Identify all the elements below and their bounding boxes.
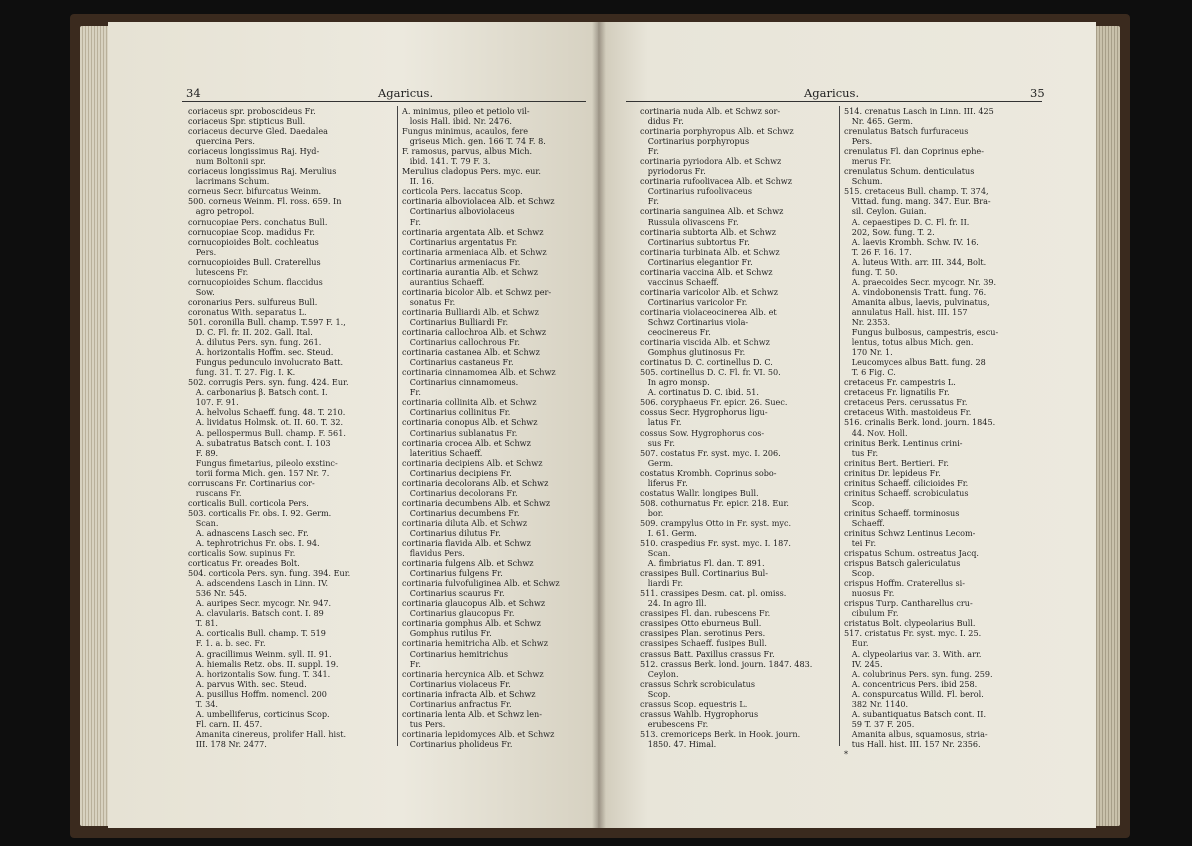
text-line: Nr. 2353. xyxy=(844,316,891,327)
header-rule-right xyxy=(626,101,1042,102)
text-line: cortinaria decipiens Alb. et Schwz xyxy=(402,457,543,468)
text-line: Schum. xyxy=(844,176,883,187)
page-number-right: 35 xyxy=(1030,86,1045,100)
text-line: cortinaria rufoolivacea Alb. et Schwz xyxy=(640,176,792,187)
text-line: Cortinarius sublanatus Fr. xyxy=(402,427,518,438)
text-line: A. horizontalis Sow. fung. T. 341. xyxy=(188,668,331,679)
text-line: Nr. 465. Germ. xyxy=(844,116,913,127)
text-line: cortinaria lenta Alb. et Schwz len- xyxy=(402,708,543,719)
text-line: A. vindobonensis Tratt. fung. 76. xyxy=(844,286,987,297)
running-head-right: Agaricus. xyxy=(804,86,860,100)
text-line: costatus Krombh. Coprinus sobo- xyxy=(640,467,777,478)
text-line: costatus Wallr. longipes Bull. xyxy=(640,487,759,498)
text-line: crenulatus Schum. denticulatus xyxy=(844,166,975,177)
text-line: 515. cretaceus Bull. champ. T. 374, xyxy=(844,186,989,197)
text-line: A. minimus, pileo et petiolo vil- xyxy=(402,106,530,116)
text-line: cortinaria alboviolacea Alb. et Schwz xyxy=(402,196,555,207)
text-line: A. adnascens Lasch sec. Fr. xyxy=(188,527,309,538)
text-line: cortinaria diluta Alb. et Schwz xyxy=(402,517,528,528)
text-line: * xyxy=(844,749,849,759)
text-line: corneus Secr. bifurcatus Weinm. xyxy=(188,186,322,197)
text-line: Cortinarius hemitrichus xyxy=(402,648,509,659)
text-line: A. pellospermus Bull. champ. F. 561. xyxy=(188,427,346,438)
left-page xyxy=(108,22,598,828)
text-line: crinitus Schwz Lentinus Lecom- xyxy=(844,527,976,538)
text-line: I. 61. Germ. xyxy=(640,527,697,538)
text-line: lutescens Fr. xyxy=(188,266,249,277)
text-line: sus Fr. xyxy=(640,437,675,448)
text-line: num Boltonii spr. xyxy=(188,156,266,167)
text-line: Scan. xyxy=(188,517,219,528)
text-line: Fungus pedunculo involucrato Batt. xyxy=(188,357,344,368)
text-line: sonatus Fr. xyxy=(402,296,456,307)
text-line: ruscans Fr. xyxy=(188,487,242,498)
text-line: 44. Nov. Holl. xyxy=(844,427,908,438)
text-line: cortinaria infracta Alb. et Schwz xyxy=(402,688,536,699)
text-line: 511. crassipes Desm. cat. pl. omiss. xyxy=(640,588,787,599)
text-line: losis Hall. ibid. Nr. 2476. xyxy=(402,116,512,127)
text-line: aurantius Schaeff. xyxy=(402,276,485,287)
text-line: 510. craspedius Fr. syst. myc. I. 187. xyxy=(640,538,791,549)
text-line: cortinaria glaucopus Alb. et Schwz xyxy=(402,598,546,609)
header-rule-left xyxy=(182,101,586,102)
text-line: A. carbonarius β. Batsch cont. I. xyxy=(188,387,328,398)
text-line: A. gracillimus Weinm. syll. II. 91. xyxy=(188,648,332,659)
text-line: cortinaria callochroa Alb. et Schwz xyxy=(402,327,547,338)
page-edges-right xyxy=(1094,26,1120,826)
text-line: A. conspurcatus Willd. Fl. berol. xyxy=(844,688,984,699)
text-line: corticola Pers. laccatus Scop. xyxy=(402,186,523,197)
text-line: cretaceus Fr. campestris L. xyxy=(844,377,956,388)
text-line: 107. F. 91. xyxy=(188,397,239,408)
text-line: crinitus Berk. Lentinus crini- xyxy=(844,437,963,448)
text-line: Fr. xyxy=(640,196,659,207)
text-line: cortinaria sanguinea Alb. et Schwz xyxy=(640,206,784,217)
text-line: F. 89. xyxy=(188,447,219,458)
text-line: A. laevis Krombh. Schw. IV. 16. xyxy=(844,236,979,247)
text-line: 501. coronilla Bull. champ. T.597 F. 1., xyxy=(188,316,346,327)
text-line: cornucopioides Bolt. cochleatus xyxy=(188,236,319,247)
page-edges-left xyxy=(80,26,110,826)
text-line: coronatus With. separatus L. xyxy=(188,306,307,317)
text-line: IV. 245. xyxy=(844,658,883,669)
text-line: Cortinarius elegantior Fr. xyxy=(640,256,753,267)
text-line: T. 34. xyxy=(188,698,218,709)
text-line: crinitus Schaeff. cilicioides Fr. xyxy=(844,477,969,488)
text-line: coriaceus longissimus Raj. Hyd- xyxy=(188,146,320,157)
text-line: crassipes Otto eburneus Bull. xyxy=(640,618,762,629)
text-line: Germ. xyxy=(640,457,674,468)
text-line: crenulatus Batsch furfuraceus xyxy=(844,126,969,137)
text-line: Scop. xyxy=(640,688,671,699)
text-line: 516. crinalis Berk. lond. journ. 1845. xyxy=(844,417,996,428)
text-line: lacrimans Schum. xyxy=(188,176,270,187)
text-line: Cortinarius fulgens Fr. xyxy=(402,568,503,579)
text-line: crassipes Fl. dan. rubescens Fr. xyxy=(640,608,771,619)
text-line: 59 T. 37 F. 205. xyxy=(844,718,915,729)
text-line: cornucopiae Pers. conchatus Bull. xyxy=(188,216,328,227)
text-line: fung. 31. T. 27. Fig. I. K. xyxy=(188,367,296,378)
text-line: cortinatus D. C. cortinellus D. C. xyxy=(640,357,773,368)
text-line: 506. coryphaeus Fr. epicr. 26. Suec. xyxy=(640,397,788,408)
text-line: pyriodorus Fr. xyxy=(640,166,706,177)
text-line: 517. cristatus Fr. syst. myc. I. 25. xyxy=(844,628,982,639)
text-line: Cortinarius alboviolaceus xyxy=(402,206,515,217)
text-line: cortinaria pyriodora Alb. et Schwz xyxy=(640,156,782,167)
text-line: Cortinarius decipiens Fr. xyxy=(402,467,512,478)
right-column-1 xyxy=(640,106,836,749)
text-line: cortinaria gomphus Alb. et Schwz xyxy=(402,618,541,629)
text-line: cortinaria flavida Alb. et Schwz xyxy=(402,538,531,549)
text-line: Amanita albus, laevis, pulvinatus, xyxy=(844,296,990,307)
text-line: ibid. 141. T. 79 F. 3. xyxy=(402,156,491,167)
text-line: ceocinereus Fr. xyxy=(640,327,711,338)
text-line: torii forma Mich. gen. 157 Nr. 7. xyxy=(188,467,330,478)
text-line: A. subatratus Batsch cont. I. 103 xyxy=(188,437,331,448)
text-line: Fr. xyxy=(402,658,421,669)
text-line: Fr. xyxy=(402,387,421,398)
text-line: 382 Nr. 1140. xyxy=(844,698,909,709)
text-line: Cortinarius collinitus Fr. xyxy=(402,407,511,418)
text-line: crassus Schrk scrobiculatus xyxy=(640,678,756,689)
text-line: Gomphus rutilus Fr. xyxy=(402,628,492,639)
text-line: cortinaria fulgens Alb. et Schwz xyxy=(402,558,534,569)
text-line: corticatus Fr. oreades Bolt. xyxy=(188,558,300,569)
text-line: 514. crenatus Lasch in Linn. III. 425 xyxy=(844,106,994,116)
text-line: Cortinarius violaceus Fr. xyxy=(402,678,511,689)
text-line: Vittad. fung. mang. 347. Eur. Bra- xyxy=(844,196,991,207)
text-line: crispus Batsch galericulatus xyxy=(844,558,961,569)
text-line: 507. costatus Fr. syst. myc. I. 206. xyxy=(640,447,781,458)
text-line: Cortinarius scaurus Fr. xyxy=(402,588,505,599)
text-line: cristatus Bolt. clypeolarius Bull. xyxy=(844,618,976,629)
text-line: Scop. xyxy=(844,497,875,508)
text-line: crinitus Schaeff. torminosus xyxy=(844,507,960,518)
text-line: cortinaria fulvofuliginea Alb. et Schwz xyxy=(402,578,560,589)
text-line: cortinaria bicolor Alb. et Schwz per- xyxy=(402,286,552,297)
text-line: Fr. xyxy=(640,146,659,157)
text-line: lateritius Schaeff. xyxy=(402,447,483,458)
text-line: latus Fr. xyxy=(640,417,682,428)
text-line: Merulius cladopus Pers. myc. eur. xyxy=(402,166,541,177)
text-line: 24. In agro Ill. xyxy=(640,598,707,609)
text-line: cortinaria hercynica Alb. et Schwz xyxy=(402,668,544,679)
text-line: crassipes Schaeff. fusipes Bull. xyxy=(640,638,767,649)
text-line: Amanita cinereus, prolifer Hall. hist. xyxy=(188,728,347,739)
text-line: Cortinarius callochrous Fr. xyxy=(402,337,520,348)
text-line: vaccinus Schaeff. xyxy=(640,276,719,287)
book-gutter xyxy=(592,22,606,828)
text-line: cortinaria decolorans Alb. et Schwz xyxy=(402,477,549,488)
text-line: In agro monsp. xyxy=(640,377,710,388)
text-line: T. 81. xyxy=(188,618,218,629)
text-line: Cortinarius glaucopus Fr. xyxy=(402,608,515,619)
text-line: 508. cothurnatus Fr. epicr. 218. Eur. xyxy=(640,497,790,508)
text-line: corticalis Sow. supinus Fr. xyxy=(188,548,296,559)
text-line: liferus Fr. xyxy=(640,477,688,488)
text-line: 502. corrugis Pers. syn. fung. 424. Eur. xyxy=(188,377,349,388)
text-line: A. luteus With. arr. III. 344, Bolt. xyxy=(844,256,987,267)
text-line: A. lividatus Holmsk. ot. II. 60. T. 32. xyxy=(188,417,344,428)
text-line: annulatus Hall. hist. III. 157 xyxy=(844,306,968,317)
text-line: A. fimbriatus Fl. dan. T. 891. xyxy=(640,558,765,569)
text-line: coriaceus decurve Gled. Daedalea xyxy=(188,126,328,137)
text-line: cortinaria subtorta Alb. et Schwz xyxy=(640,226,777,237)
text-line: A. subantiquatus Batsch cont. II. xyxy=(844,708,987,719)
column-divider-right xyxy=(839,106,840,746)
text-line: A. dilutus Pers. syn. fung. 261. xyxy=(188,337,322,348)
text-line: A. clypeolarius var. 3. With. arr. xyxy=(844,648,982,659)
text-line: cortinaria aurantia Alb. et Schwz xyxy=(402,266,539,277)
text-line: Cortinarius armeniacus Fr. xyxy=(402,256,521,267)
text-line: erubescens Fr. xyxy=(640,718,709,729)
text-line: 536 Nr. 545. xyxy=(188,588,247,599)
page-number-left: 34 xyxy=(186,86,201,100)
text-line: A. auripes Secr. mycogr. Nr. 947. xyxy=(188,598,332,609)
text-line: cortinaria castanea Alb. et Schwz xyxy=(402,347,540,358)
text-line: Cortinarius castaneus Fr. xyxy=(402,357,514,368)
text-line: cortinaria argentata Alb. et Schwz xyxy=(402,226,544,237)
text-line: Schaeff. xyxy=(844,517,885,528)
text-line: D. C. Fl. fr. II. 202. Gall. Ital. xyxy=(188,327,313,338)
text-line: lentus, totus albus Mich. gen. xyxy=(844,337,974,348)
text-line: cibulum Fr. xyxy=(844,608,899,619)
text-line: Pers. xyxy=(188,246,217,257)
text-line: F. 1. a. b. sec. Fr. xyxy=(188,638,266,649)
text-line: Schwz Cortinarius viola- xyxy=(640,316,749,327)
text-line: nuosus Fr. xyxy=(844,588,895,599)
text-line: cortinaria turbinata Alb. et Schwz xyxy=(640,246,780,257)
text-line: A. hiemalis Retz. obs. II. suppl. 19. xyxy=(188,658,339,669)
text-line: 505. cortinellus D. C. Fl. fr. VI. 50. xyxy=(640,367,781,378)
text-line: didus Fr. xyxy=(640,116,684,127)
text-line: cortinaria Bulliardi Alb. et Schwz xyxy=(402,306,539,317)
text-line: cortinaria collinita Alb. et Schwz xyxy=(402,397,537,408)
text-line: cortinaria porphyropus Alb. et Schwz xyxy=(640,126,794,137)
text-line: coriaceus spr. proboscideus Fr. xyxy=(188,106,316,116)
text-line: crispatus Schum. ostreatus Jacq. xyxy=(844,548,979,559)
text-line: A. cepaestipes D. C. Fl. fr. II. xyxy=(844,216,970,227)
text-line: Cortinarius porphyropus xyxy=(640,136,750,147)
text-line: fung. T. 50. xyxy=(844,266,898,277)
text-line: T. 6 Fig. C. xyxy=(844,367,896,378)
text-line: cortinaria nuda Alb. et Schwz sor- xyxy=(640,106,781,116)
text-line: Gomphus glutinosus Fr. xyxy=(640,347,746,358)
text-line: merus Fr. xyxy=(844,156,892,167)
text-line: cretaceus Fr. lignatilis Fr. xyxy=(844,387,950,398)
text-line: 500. corneus Weinm. Fl. ross. 659. In xyxy=(188,196,342,207)
text-line: T. 26 F. 16. 17. xyxy=(844,246,912,257)
text-line: coriaceus longissimus Raj. Merulius xyxy=(188,166,337,177)
text-line: liardi Fr. xyxy=(640,578,684,589)
text-line: 513. cremoriceps Berk. in Hook. journ. xyxy=(640,728,801,739)
text-line: Scan. xyxy=(640,548,671,559)
text-line: crassipes Bull. Cortinarius Bul- xyxy=(640,568,768,579)
text-line: 512. crassus Berk. lond. journ. 1847. 483. xyxy=(640,658,813,669)
text-line: cossus Secr. Hygrophorus ligu- xyxy=(640,407,768,418)
text-line: flavidus Pers. xyxy=(402,548,465,559)
text-line: A. clavularis. Batsch cont. I. 89 xyxy=(188,608,324,619)
text-line: Scop. xyxy=(844,568,875,579)
text-line: Leucomyces albus Batt. fung. 28 xyxy=(844,357,986,368)
text-line: III. 178 Nr. 2477. xyxy=(188,738,267,749)
text-line: crispus Turp. Cantharellus cru- xyxy=(844,598,973,609)
text-line: 202, Sow. fung. T. 2. xyxy=(844,226,935,237)
text-line: crassus Scop. equestris L. xyxy=(640,698,748,709)
text-line: crenulatus Fl. dan Coprinus ephe- xyxy=(844,146,984,157)
text-line: 170 Nr. 1. xyxy=(844,347,893,358)
text-line: cornucopioides Schum. flaccidus xyxy=(188,276,323,287)
text-line: cortinaria hemitricha Alb. et Schwz xyxy=(402,638,548,649)
text-line: Cortinarius anfractus Fr. xyxy=(402,698,512,709)
text-line: Amanita albus, squamosus, stria- xyxy=(844,728,988,739)
text-line: Cortinarius decolorans Fr. xyxy=(402,487,518,498)
text-line: tei Fr. xyxy=(844,538,877,549)
text-line: 509. crampylus Otto in Fr. syst. myc. xyxy=(640,517,792,528)
left-column-1 xyxy=(188,106,384,749)
text-line: cortinaria cinnamomea Alb. et Schwz xyxy=(402,367,556,378)
text-line: sil. Ceylon. Guian. xyxy=(844,206,927,217)
text-line: cortinaria vaccina Alb. et Schwz xyxy=(640,266,773,277)
right-page xyxy=(598,22,1096,828)
text-line: cortinaria decumbens Alb. et Schwz xyxy=(402,497,551,508)
text-line: crassus Batt. Paxillus crassus Fr. xyxy=(640,648,775,659)
text-line: Fungus fimetarius, pileolo exstinc- xyxy=(188,457,338,468)
text-line: Fungus minimus, acaulos, fere xyxy=(402,126,529,137)
text-line: quercina Pers. xyxy=(188,136,255,147)
text-line: cortinaria violaceocinerea Alb. et xyxy=(640,306,777,317)
text-line: Cortinarius Bulliardi Fr. xyxy=(402,316,509,327)
text-line: crinitus Dr. lepideus Fr. xyxy=(844,467,941,478)
text-line: coronarius Pers. sulfureus Bull. xyxy=(188,296,318,307)
text-line: corruscans Fr. Cortinarius cor- xyxy=(188,477,315,488)
text-line: cossus Sow. Hygrophorus cos- xyxy=(640,427,765,438)
text-line: 504. corticola Pers. syn. fung. 394. Eur. xyxy=(188,568,351,579)
text-line: tus Fr. xyxy=(844,447,879,458)
text-line: coriaceus Spr. stipticus Bull. xyxy=(188,116,306,127)
text-line: agro petropol. xyxy=(188,206,255,217)
text-line: tus Pers. xyxy=(402,718,446,729)
text-line: cortinaria viscida Alb. et Schwz xyxy=(640,337,770,348)
text-line: corticalis Bull. corticola Pers. xyxy=(188,497,309,508)
text-line: crinitus Schaeff. scrobiculatus xyxy=(844,487,969,498)
text-line: A. colubrinus Pers. syn. fung. 259. xyxy=(844,668,993,679)
running-head-left: Agaricus. xyxy=(378,86,434,100)
text-line: Sow. xyxy=(188,286,215,297)
text-line: Cortinarius rufoolivaceus xyxy=(640,186,753,197)
text-line: cornucopiae Scop. madidus Fr. xyxy=(188,226,315,237)
text-line: cretaceus With. mastoideus Fr. xyxy=(844,407,972,418)
text-line: Cortinarius pholideus Fr. xyxy=(402,738,513,749)
text-line: crispus Hoffm. Craterellus si- xyxy=(844,578,965,589)
text-line: A. helvolus Schaeff. fung. 48. T. 210. xyxy=(188,407,346,418)
text-line: A. praecoides Secr. mycogr. Nr. 39. xyxy=(844,276,997,287)
text-line: Fungus bulbosus, campestris, escu- xyxy=(844,327,999,338)
text-line: cortinaria armeniaca Alb. et Schwz xyxy=(402,246,547,257)
text-line: A. corticalis Bull. champ. T. 519 xyxy=(188,628,326,639)
text-line: cortinaria crocea Alb. et Schwz xyxy=(402,437,531,448)
text-line: cortinaria conopus Alb. et Schwz xyxy=(402,417,538,428)
text-line: crassus Wahlb. Hygrophorus xyxy=(640,708,759,719)
text-line: Fr. xyxy=(402,216,421,227)
text-line: griseus Mich. gen. 166 T. 74 F. 8. xyxy=(402,136,546,147)
text-line: 1850. 47. Himal. xyxy=(640,738,717,749)
text-line: Cortinarius cinnamomeus. xyxy=(402,377,519,388)
text-line: A. concentricus Pers. ibid 258. xyxy=(844,678,978,689)
text-line: A. pusillus Hoffm. nomencl. 200 xyxy=(188,688,327,699)
text-line: A. adscendens Lasch in Linn. IV. xyxy=(188,578,329,589)
text-line: A. umbelliferus, corticinus Scop. xyxy=(188,708,330,719)
text-line: A. cortinatus D. C. ibid. 51. xyxy=(640,387,760,398)
left-column-2 xyxy=(402,106,592,749)
column-divider-left xyxy=(397,106,398,746)
text-line: Eur. xyxy=(844,638,869,649)
text-line: crassipes Plan. serotinus Pers. xyxy=(640,628,766,639)
text-line: cornucopioides Bull. Craterellus xyxy=(188,256,321,267)
text-line: Ceylon. xyxy=(640,668,679,679)
text-line: A. horizontalis Hoffm. sec. Steud. xyxy=(188,347,334,358)
text-line: Cortinarius varicolor Fr. xyxy=(640,296,748,307)
text-line: cortinaria lepidomyces Alb. et Schwz xyxy=(402,728,555,739)
right-column-2 xyxy=(844,106,1044,759)
text-line: bor. xyxy=(640,507,664,518)
text-line: tus Hall. hist. III. 157 Nr. 2356. xyxy=(844,738,981,749)
text-line: Pers. xyxy=(844,136,873,147)
text-line: cortinaria varicolor Alb. et Schwz xyxy=(640,286,779,297)
text-line: F. ramosus, parvus, albus Mich. xyxy=(402,146,533,157)
text-line: Cortinarius subtortus Fr. xyxy=(640,236,750,247)
text-line: Fl. carn. II. 457. xyxy=(188,718,263,729)
text-line: cretaceus Pers. cerussatus Fr. xyxy=(844,397,968,408)
text-line: Cortinarius decumbens Fr. xyxy=(402,507,520,518)
text-line: A. parvus With. sec. Steud. xyxy=(188,678,307,689)
text-line: A. tephrotrichus Fr. obs. I. 94. xyxy=(188,538,320,549)
text-line: 503. corticalis Fr. obs. I. 92. Germ. xyxy=(188,507,332,518)
text-line: Russula olivascens Fr. xyxy=(640,216,739,227)
text-line: II. 16. xyxy=(402,176,435,187)
text-line: Cortinarius argentatus Fr. xyxy=(402,236,518,247)
text-line: crinitus Bert. Bertieri. Fr. xyxy=(844,457,949,468)
text-line: Cortinarius dilutus Fr. xyxy=(402,527,501,538)
